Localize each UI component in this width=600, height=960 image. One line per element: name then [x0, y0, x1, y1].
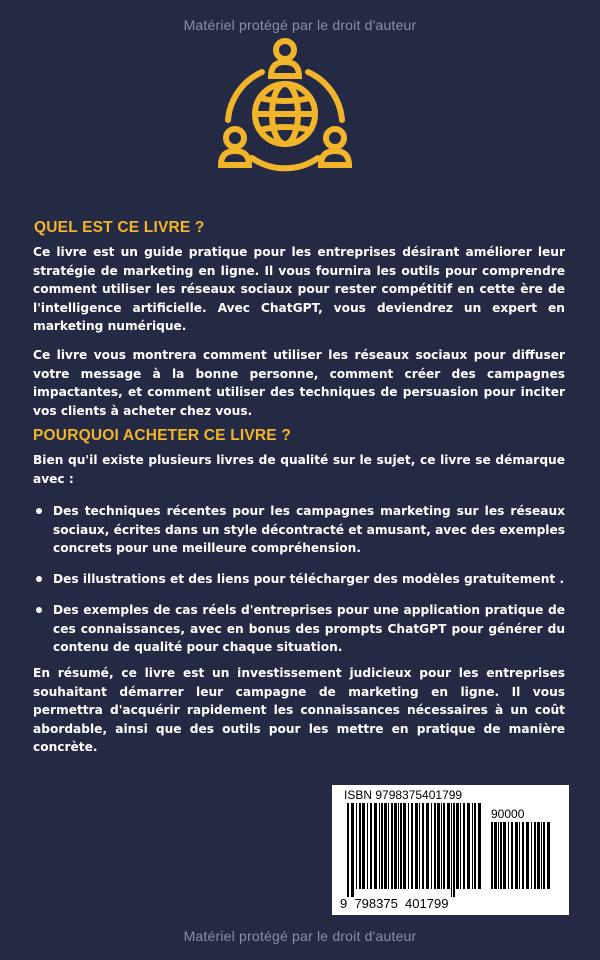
barcode-bar: [415, 803, 418, 889]
barcode-bar: [447, 803, 450, 889]
barcode-bar: [398, 803, 399, 889]
section-heading-what-is: QUEL EST CE LIVRE ?: [34, 219, 205, 236]
why-intro-paragraph: Bien qu'il existe plusieurs livres de qualité sur le sujet, ce livre se démarque avec :: [33, 453, 565, 486]
barcode-bar: [426, 803, 429, 889]
barcode-bar: [503, 822, 506, 889]
barcode-bar: [500, 822, 502, 889]
barcode-bar: [441, 803, 442, 889]
barcode-bar: [543, 822, 545, 889]
barcode-bar: [374, 803, 377, 889]
barcode-bar: [453, 803, 455, 897]
barcode-bar: [511, 822, 513, 889]
barcode-bar: [419, 803, 420, 889]
barcode-bar: [437, 803, 440, 889]
price-code: 90000: [491, 807, 525, 821]
list-item: Des exemples de cas réels d'entreprises pour une application pratique de ces connaissances, avec en bonus des prompts ChatGPT pour générer du contenu de qualité pour chaque situation.: [33, 601, 565, 657]
barcode-bar: [403, 803, 406, 889]
barcode-bar: [370, 803, 372, 889]
barcode-bar: [522, 822, 524, 889]
isbn-barcode: [332, 785, 569, 915]
barcode-addon-bars: [490, 822, 550, 897]
barcode-bar: [381, 803, 383, 889]
barcode-bar: [391, 803, 393, 889]
barcode-bar: [498, 822, 499, 889]
intro-paragraph-2: Ce livre vous montrera comment utiliser les réseaux sociaux pour diffuser votre message à la bonne personne, comment créer des campagnes impactantes, et comment utiliser des techniques de persuasion pour inciter vos clients à acheter chez vous.: [33, 348, 565, 418]
barcode-bars: [346, 803, 482, 897]
barcode-bar: [408, 803, 409, 889]
barcode-bar: [411, 803, 413, 889]
barcode-bar: [478, 803, 481, 889]
barcode-bar: [474, 803, 476, 889]
barcode-bar: [531, 822, 532, 889]
barcode-bar: [384, 803, 387, 889]
barcode-bar: [359, 803, 361, 889]
barcode-bar: [508, 822, 509, 889]
barcode-bar: [519, 822, 520, 889]
list-item: Des illustrations et des liens pour télécharger des modèles gratuitement .: [33, 570, 565, 589]
barcode-bar: [351, 803, 354, 897]
barcode-bar: [347, 803, 349, 897]
section-heading-why-buy: POURQUOI ACHETER CE LIVRE ?: [33, 427, 292, 444]
barcode-bar: [526, 822, 529, 889]
barcode-bar: [491, 822, 493, 889]
isbn-label: ISBN 9798375401799: [344, 788, 463, 802]
copyright-watermark-top: Matériel protégé par le droit d'auteur: [183, 17, 417, 33]
barcode-bar: [494, 822, 497, 889]
barcode-bar: [367, 803, 368, 889]
barcode-bar: [431, 803, 432, 889]
barcode-bar: [443, 803, 445, 889]
barcode-bar: [394, 803, 397, 889]
barcode-bar: [451, 803, 452, 897]
barcode-bar: [400, 803, 402, 889]
barcode-bar: [456, 803, 459, 889]
barcode-bar: [356, 803, 357, 889]
intro-paragraph-1: Ce livre est un guide pratique pour les entreprises désirant améliorer leur stratégie de marketing en ligne. Il vous fournira les outils pour comprendre comment utiliser les réseaux sociaux pour rester compétitif en cette ère de l'intelligence artificielle. Avec ChatGPT, vous deviendrez un expert en marketing numérique.: [33, 245, 565, 333]
barcode-bar: [422, 803, 424, 889]
barcode-bar: [515, 822, 518, 889]
copyright-watermark-bottom: Matériel protégé par le droit d'auteur: [183, 928, 417, 944]
barcode-bar: [463, 803, 465, 889]
list-item: Des techniques récentes pour les campagnes marketing sur les réseaux sociaux, écrites dans un style décontracté et amusant, avec des exemples concrets pour une meilleure compréhension.: [33, 502, 565, 558]
barcode-bar: [467, 803, 470, 889]
barcode-bar: [434, 803, 436, 889]
barcode-bar: [388, 803, 389, 889]
barcode-digits: 9 798375 401799: [340, 896, 449, 911]
barcode-bar: [362, 803, 365, 889]
conclusion-paragraph: En résumé, ce livre est un investissement judicieux pour les entreprises souhaitant démarrer leur campagne de marketing en ligne. Il vous permettra d'acquérir rapidement les connaissances nécessaires à un coût abordable, ainsi que des outils pour les mettre en pratique de manière concrète.: [33, 666, 565, 754]
barcode-bar: [547, 822, 550, 889]
global-network-icon: [210, 34, 360, 184]
barcode-bar: [534, 822, 536, 889]
barcode-bar: [541, 822, 542, 889]
barcode-bar: [379, 803, 380, 889]
benefits-list: [33, 502, 565, 657]
barcode-bar: [472, 803, 473, 889]
barcode-bar: [460, 803, 461, 889]
barcode-bar: [537, 822, 540, 889]
